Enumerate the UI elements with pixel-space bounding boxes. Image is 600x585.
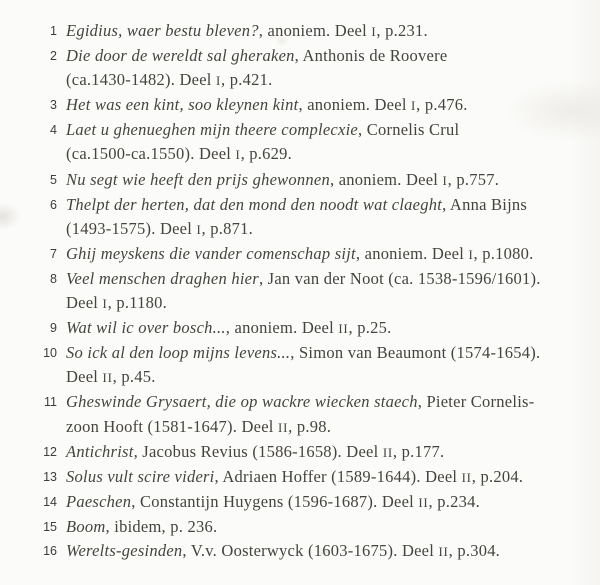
work-title: Veel menschen draghen hier bbox=[66, 268, 259, 288]
list-item bbox=[17, 242, 582, 267]
volume-numeral: II bbox=[438, 544, 449, 559]
volume-numeral: II bbox=[338, 322, 349, 337]
item-detail: , ibidem, p. 236. bbox=[105, 516, 218, 536]
item-text bbox=[66, 539, 582, 564]
item-text bbox=[66, 19, 582, 44]
list-item bbox=[17, 316, 582, 341]
item-number: 1 bbox=[50, 24, 57, 38]
item-detail: , p.231. bbox=[376, 21, 428, 40]
item-number: 8 bbox=[50, 271, 57, 286]
list-item bbox=[17, 465, 582, 490]
item-detail: , Adriaen Hoffer (1589-1644). Deel bbox=[214, 466, 462, 486]
item-detail: , anoniem. Deel bbox=[298, 95, 412, 115]
work-title: Gheswinde Grysaert, die op wackre wiecken staech bbox=[66, 392, 418, 412]
item-detail: , p.629. bbox=[240, 144, 293, 164]
item-detail: zoon Hooft (1581-1647). Deel bbox=[66, 416, 279, 436]
item-text bbox=[66, 490, 582, 515]
item-detail: , V.v. Oosterwyck (1603-1675). Deel bbox=[182, 540, 439, 560]
item-detail: , p.98. bbox=[288, 416, 332, 436]
list-item bbox=[17, 19, 582, 44]
item-number: 4 bbox=[50, 123, 57, 138]
item-detail: Deel bbox=[66, 293, 103, 313]
item-detail: , p.1180. bbox=[107, 293, 167, 313]
list-item bbox=[17, 93, 582, 118]
item-text bbox=[66, 267, 582, 316]
item-text-line bbox=[66, 193, 582, 217]
item-text-line bbox=[66, 365, 582, 390]
item-number: 9 bbox=[50, 321, 57, 336]
work-title: Die door de wereldt sal gheraken bbox=[66, 46, 295, 66]
volume-numeral: I bbox=[102, 297, 108, 312]
item-detail: , anoniem. Deel bbox=[329, 169, 443, 189]
item-detail: , p.1080. bbox=[473, 243, 534, 263]
work-title: So ick al den loop mijns levens... bbox=[66, 343, 291, 363]
volume-numeral: I bbox=[196, 222, 202, 237]
work-title: Thelpt der herten, dat den mond den noodt wat claeght bbox=[66, 194, 443, 214]
volume-numeral: I bbox=[215, 74, 222, 89]
item-text bbox=[66, 465, 582, 490]
list-item bbox=[17, 267, 582, 316]
item-text-line bbox=[66, 267, 582, 291]
item-detail: , p.476. bbox=[416, 95, 468, 115]
item-detail: , p.421. bbox=[221, 70, 273, 90]
item-text-line bbox=[66, 68, 582, 93]
list-item bbox=[17, 193, 582, 242]
item-detail: , anoniem. Deel bbox=[225, 318, 339, 338]
item-detail: (ca.1430-1482). Deel bbox=[66, 70, 216, 90]
item-detail: , p.757. bbox=[447, 169, 500, 189]
item-detail: , Jacobus Revius (1586-1658). Deel bbox=[133, 441, 383, 461]
item-text-line bbox=[66, 415, 582, 440]
item-detail: , p.45. bbox=[112, 367, 156, 387]
item-text-line bbox=[66, 44, 582, 68]
list-item bbox=[17, 168, 582, 193]
item-number: 16 bbox=[43, 543, 57, 558]
volume-numeral: II bbox=[102, 371, 113, 386]
item-detail: , anoniem. Deel bbox=[355, 243, 469, 263]
volume-numeral: I bbox=[371, 25, 377, 39]
item-detail: , Anna Bijns bbox=[442, 194, 528, 214]
item-number: 5 bbox=[50, 172, 57, 187]
item-detail: Deel bbox=[66, 367, 103, 387]
item-text-line bbox=[66, 490, 582, 515]
item-number: 15 bbox=[43, 519, 57, 534]
item-number: 14 bbox=[43, 494, 57, 509]
item-text-line bbox=[66, 118, 582, 142]
work-title: Solus vult scire videri bbox=[66, 466, 215, 486]
volume-numeral: II bbox=[382, 445, 393, 460]
item-text bbox=[66, 341, 582, 390]
item-number: 10 bbox=[43, 346, 57, 361]
list-item bbox=[17, 118, 582, 167]
item-detail: , p.871. bbox=[201, 218, 254, 238]
work-title: Het was een kint, soo kleynen kint bbox=[66, 95, 299, 115]
item-text-line bbox=[66, 316, 582, 341]
item-text-line bbox=[66, 217, 582, 242]
list-item bbox=[17, 390, 582, 439]
item-text bbox=[66, 390, 582, 439]
work-title: Werelts-gesinden bbox=[66, 540, 183, 560]
item-text-line bbox=[66, 390, 582, 414]
item-text bbox=[66, 193, 582, 242]
list-item bbox=[17, 440, 582, 465]
item-text-line bbox=[66, 341, 582, 365]
item-detail: , p.234. bbox=[428, 491, 480, 511]
item-text bbox=[66, 93, 582, 118]
list-item bbox=[17, 341, 582, 390]
list-item bbox=[17, 490, 582, 515]
list-item bbox=[17, 539, 582, 564]
work-title: Egidius, waer bestu bleven? bbox=[66, 21, 259, 40]
work-title: Wat wil ic over bosch... bbox=[66, 318, 226, 338]
item-number: 13 bbox=[43, 469, 57, 484]
volume-numeral: II bbox=[461, 470, 472, 485]
item-text-line bbox=[66, 440, 582, 465]
volume-numeral: II bbox=[278, 420, 289, 435]
work-title: Ghij meyskens die vander comenschap sijt bbox=[66, 243, 356, 263]
item-detail: , Jan van der Noot (ca. 1538-1596/1601). bbox=[258, 268, 541, 288]
volume-numeral: I bbox=[411, 99, 417, 114]
work-title: Antichrist bbox=[66, 441, 134, 461]
item-text bbox=[66, 168, 582, 193]
item-detail: , Constantijn Huygens (1596-1687). Deel bbox=[131, 491, 419, 511]
volume-numeral: I bbox=[235, 148, 241, 163]
item-detail: (ca.1500-ca.1550). Deel bbox=[66, 144, 236, 164]
list-item bbox=[17, 515, 582, 539]
item-text bbox=[66, 118, 582, 167]
item-text bbox=[66, 440, 582, 465]
item-detail: , Simon van Beaumont (1574-1654). bbox=[290, 343, 541, 363]
item-detail: , p.25. bbox=[348, 318, 392, 338]
volume-numeral: I bbox=[442, 173, 448, 188]
item-text-line bbox=[66, 242, 582, 267]
work-title: Boom bbox=[66, 516, 106, 536]
work-title: Paeschen bbox=[66, 491, 132, 511]
item-detail: , Cornelis Crul bbox=[357, 120, 460, 140]
work-title: Laet u ghenueghen mijn theere complecxie bbox=[66, 120, 358, 140]
item-detail: , p.304. bbox=[448, 540, 501, 560]
item-text bbox=[66, 515, 582, 539]
item-detail: , p.177. bbox=[392, 441, 445, 461]
item-number: 6 bbox=[50, 197, 57, 212]
item-text-line bbox=[66, 515, 582, 539]
item-number: 3 bbox=[50, 98, 57, 113]
item-text bbox=[66, 242, 582, 267]
volume-numeral: I bbox=[468, 247, 474, 262]
item-text-line bbox=[66, 19, 582, 44]
item-number: 2 bbox=[50, 49, 57, 64]
item-number: 12 bbox=[43, 444, 57, 459]
volume-numeral: II bbox=[418, 495, 429, 510]
item-number: 11 bbox=[44, 395, 57, 410]
item-number: 7 bbox=[50, 246, 57, 261]
work-title: Nu segt wie heeft den prijs ghewonnen bbox=[66, 169, 330, 189]
item-text bbox=[66, 44, 582, 93]
item-detail: , Pieter Cornelis- bbox=[417, 392, 535, 412]
item-text-line bbox=[66, 142, 582, 167]
item-text-line bbox=[66, 291, 582, 316]
list-item bbox=[17, 44, 582, 93]
item-detail: , p.204. bbox=[471, 466, 524, 486]
item-text bbox=[66, 316, 582, 341]
item-text-line bbox=[66, 465, 582, 490]
item-detail: (1493-1575). Deel bbox=[66, 218, 197, 238]
item-text-line bbox=[66, 93, 582, 118]
item-detail: , anoniem. Deel bbox=[258, 21, 372, 40]
item-text-line bbox=[66, 168, 582, 193]
item-detail: , Anthonis de Roovere bbox=[294, 46, 448, 66]
item-text-line bbox=[66, 539, 582, 564]
